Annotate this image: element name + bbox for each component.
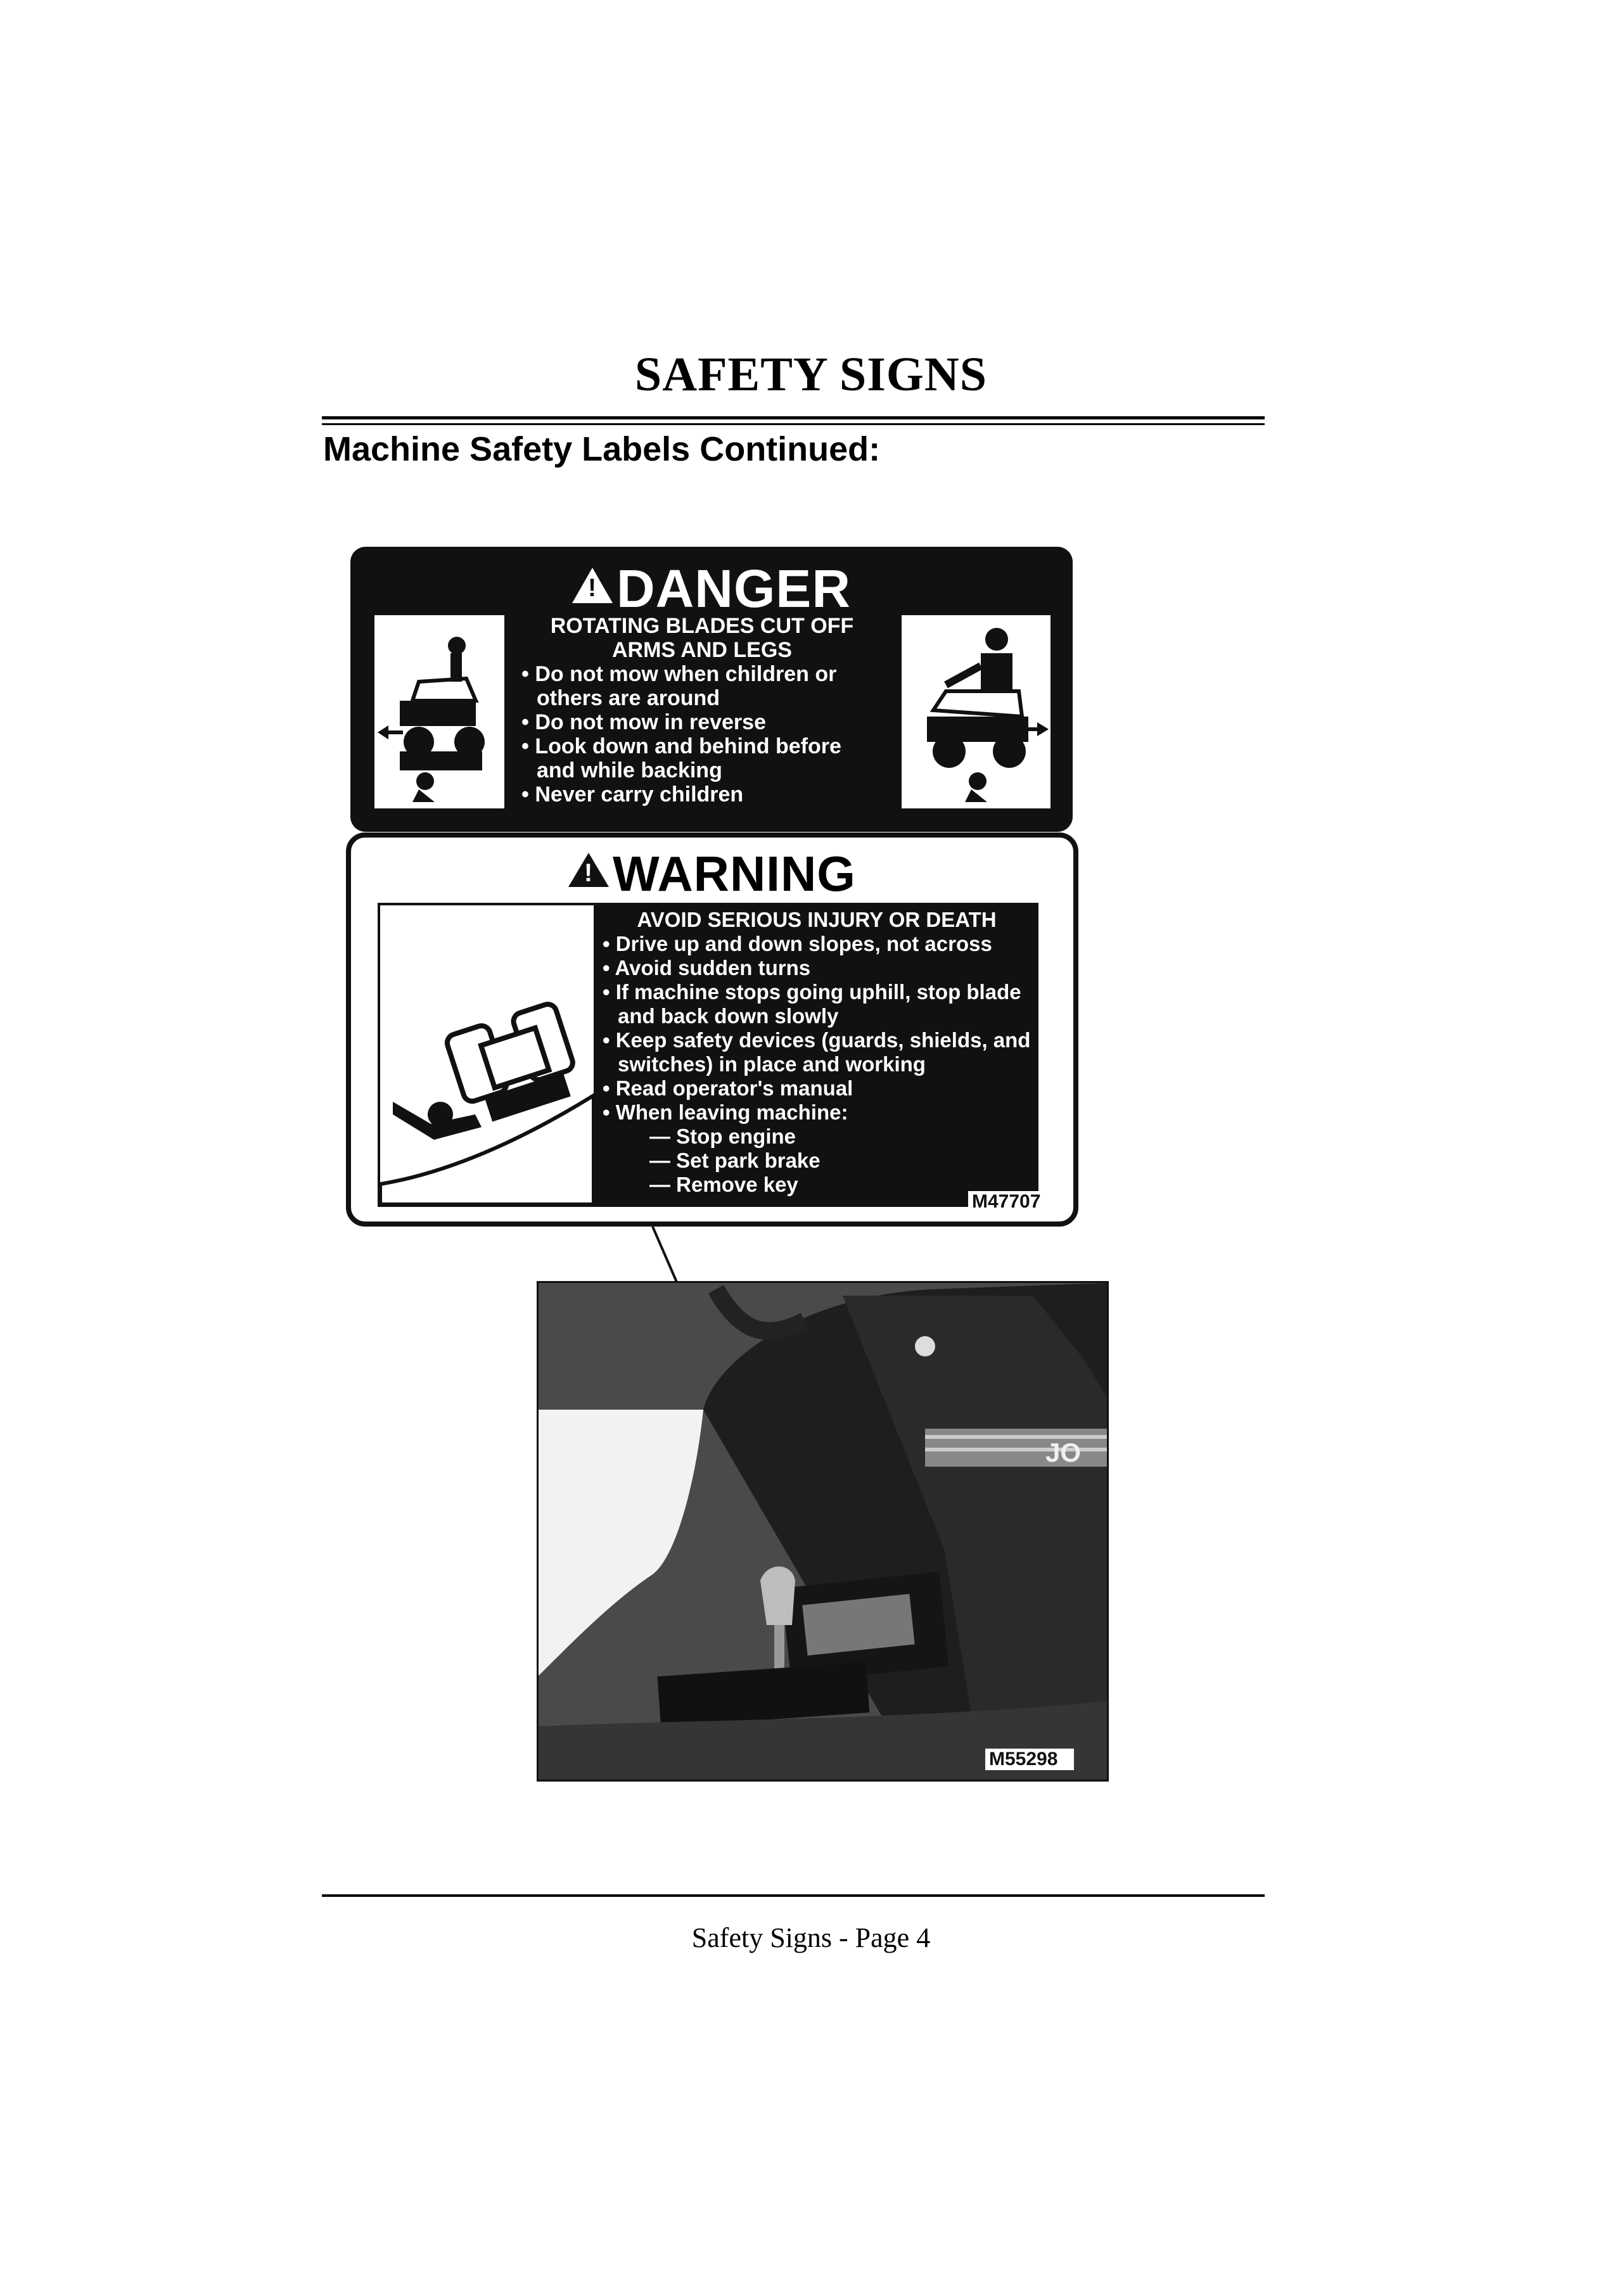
list-item: • Read operator's manual xyxy=(603,1076,853,1100)
alert-triangle-icon: ! xyxy=(568,853,609,887)
photo-code: M55298 xyxy=(985,1749,1074,1770)
page-title: SAFETY SIGNS xyxy=(634,348,988,401)
page-footer: Safety Signs - Page 4 xyxy=(691,1922,931,1953)
danger-heading: ! DANGER xyxy=(350,558,1073,620)
list-item: • If machine stops going uphill, stop blade and back down slowly xyxy=(603,980,1021,1028)
warning-text: AVOID SERIOUS INJURY OR DEATH • Drive up and down slopes, not across • Avoid sudden turns • If machine stops going uphill, stop blade and back down slowly • Keep safety devices (guards, shields, and switches) in place and working • Read operator's manual • When leaving machine: — Stop engine — Set park brake — Remove key xyxy=(595,903,1038,1207)
list-subitem: — Remove key xyxy=(649,1173,798,1196)
list-item: • Do not mow in reverse xyxy=(521,710,766,734)
warning-heading: ! WARNING xyxy=(351,845,1073,903)
danger-text: ROTATING BLADES CUT OFF ARMS AND LEGS • Do not mow when children or others are around • Do not mow in reverse • Look down and behind before and while backing • Never carry children xyxy=(521,614,883,807)
list-subitem: — Set park brake xyxy=(649,1149,821,1172)
list-item: • Drive up and down slopes, not across xyxy=(603,932,992,955)
label-code: M47707 xyxy=(968,1191,1044,1213)
footer-rule xyxy=(322,1894,1265,1897)
list-item: • Never carry children xyxy=(521,782,744,807)
brand-text: JO xyxy=(1045,1438,1082,1467)
alert-triangle-icon: ! xyxy=(572,568,613,603)
list-item: • Avoid sudden turns xyxy=(603,956,811,979)
list-item: • Do not mow when children or others are around xyxy=(521,662,837,710)
list-item: • Look down and behind before and while backing xyxy=(521,734,841,782)
tractor-photo xyxy=(537,1281,1109,1782)
list-item: • When leaving machine: xyxy=(603,1100,848,1124)
list-item: • Keep safety devices (guards, shields, and switches) in place and working xyxy=(603,1028,1031,1076)
list-subitem: — Stop engine xyxy=(649,1125,796,1148)
tractor-console-image xyxy=(539,1283,1107,1780)
section-subtitle: Machine Safety Labels Continued: xyxy=(323,430,881,468)
